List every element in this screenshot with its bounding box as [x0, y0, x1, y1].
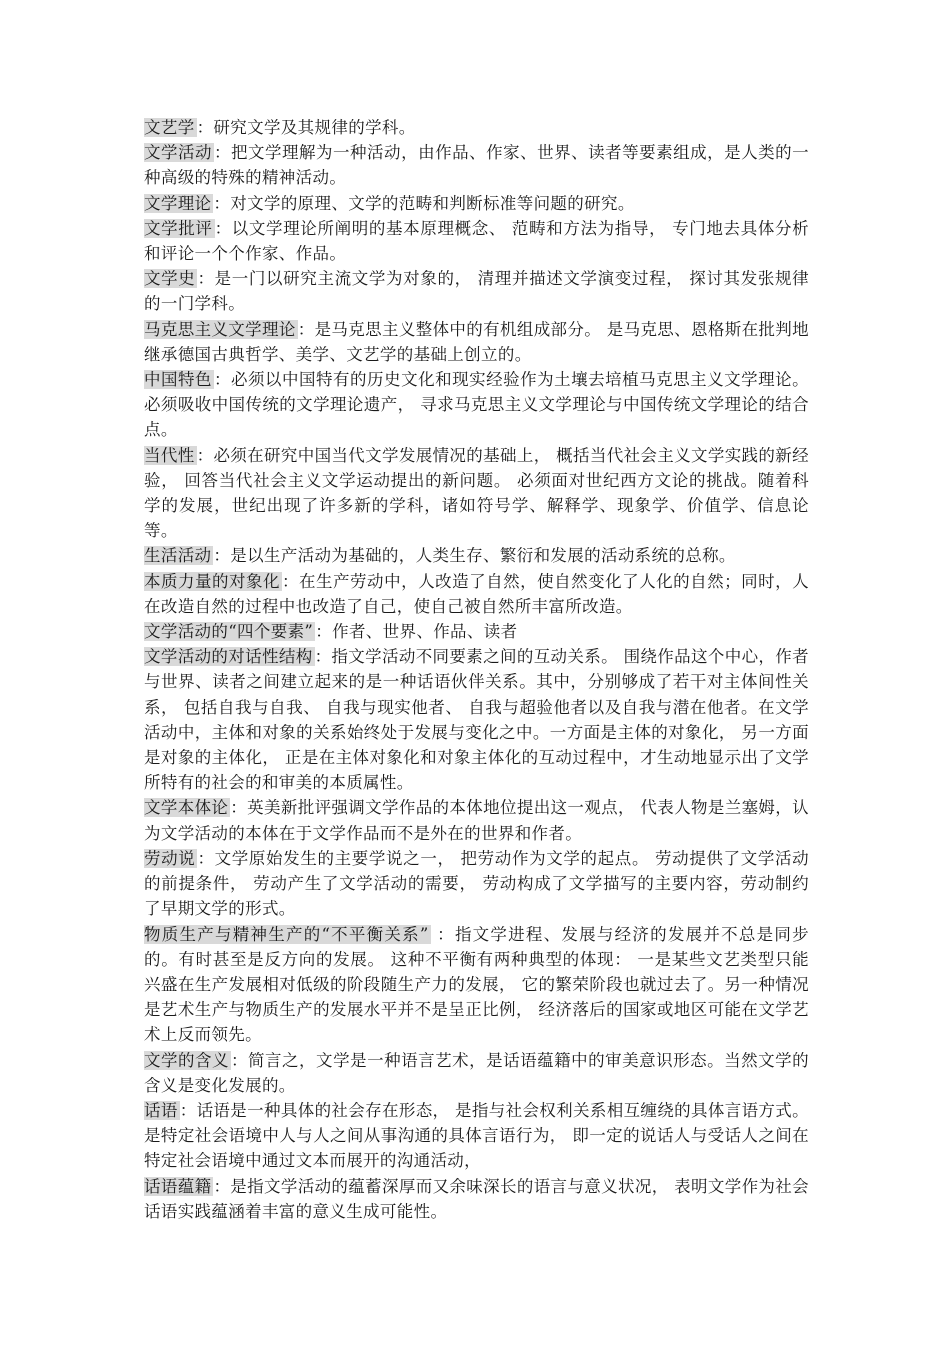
definition-text: 对文学的原理、文学的范畴和判断标准等问题的研究。 — [230, 193, 635, 213]
term-separator: ： — [230, 798, 248, 818]
term-separator: ： — [297, 319, 315, 339]
term-label: 文学活动的对话性结构 — [144, 647, 313, 667]
term-label: 文学理论 — [144, 193, 212, 213]
term-label: 马克思主义文学理论 — [144, 319, 296, 339]
definition-text: 在生产劳动中，人改造了自然，使自然变化了人化的自然；同时，人在改造自然的过程中也改造了自己，使自己被自然所丰富所改造。 — [144, 571, 809, 616]
definition-text: 把文学理解为一种活动，由作品、作家、世界、读者等要素组成，是人类的一种高级的特殊的精神活动。 — [144, 143, 809, 188]
definition-text: 是马克思主义整体中的有机组成部分。 是马克思、恩格斯在批判地继承德国古典哲学、美学、文艺学的基础上创立的。 — [144, 319, 809, 364]
definition-text: 指文学活动不同要素之间的互动关系。 围绕作品这个中心，作者与世界、读者之间建立起来的是一种话语伙伴关系。其中，分别够成了若干对主体间性关系， 包括自我与自我、 自我与现实他者、 自我与超验他者以及自我与潜在他者。在文学活动中，主体和对象的关系始终处于发展与变化之中。一方面是主体的对象化， 另一方面是对象的主体化， 正是在主体对象化和对象主体化的互动过程中，才生动地显示出了文学所特有的社会的和审美的本质属性。 — [144, 647, 809, 793]
term-label: 话语蕴籍 — [144, 1176, 212, 1196]
definition-entry — [144, 644, 809, 795]
term-separator: ： — [282, 571, 300, 591]
definition-entry — [144, 1174, 809, 1224]
definition-entry — [144, 619, 809, 644]
term-separator: ： — [196, 118, 214, 137]
definition-entry — [144, 1048, 809, 1098]
term-label: 文学活动的“四个要素” — [144, 622, 314, 642]
term-separator: ： — [214, 218, 232, 238]
term-separator: ： — [231, 1050, 249, 1070]
definition-entry — [144, 846, 809, 922]
term-label: 文艺学 — [144, 118, 195, 137]
definition-entry — [144, 191, 809, 216]
term-label: 文学批评 — [144, 218, 213, 238]
term-label: 本质力量的对象化 — [144, 571, 281, 591]
term-separator: ： — [197, 848, 215, 868]
term-separator: ： — [315, 622, 333, 642]
definition-entry — [144, 443, 809, 544]
term-separator: ： — [213, 193, 231, 213]
definition-text: 文学原始发生的主要学说之一， 把劳动作为文学的起点。 劳动提供了文学活动的前提条件， 劳动产生了文学活动的需要， 劳动构成了文学描写的主要内容，劳动制约了早期文学的形式。 — [144, 848, 809, 919]
definition-text: 指文学进程、发展与经济的发展并不总是同步的。有时甚至是反方向的发展。 这种不平衡有两种典型的体现： 一是某些文艺类型只能兴盛在生产发展相对低级的阶段随生产力的发展， 它的繁荣阶段也就过去了。另一种情况是艺术生产与物质生产的发展水平并不是呈正比例， 经济落后的国家或地区可能在文学艺术上反而领先。 — [144, 924, 809, 1045]
definition-text: 是一门以研究主流文学为对象的， 清理并描述文学演变过程， 探讨其发张规律的一门学科。 — [144, 269, 809, 314]
definition-text: 作者、世界、作品、读者 — [332, 622, 518, 642]
definition-entry — [144, 115, 809, 140]
definition-text: 英美新批评强调文学作品的本体地位提出这一观点， 代表人物是兰塞姆，认为文学活动的本体在于文学作品而不是外在的世界和作者。 — [144, 798, 809, 843]
definition-text: 必须在研究中国当代文学发展情况的基础上， 概括当代社会主义文学实践的新经验， 回答当代社会主义文学运动提出的新问题。 必须面对世纪西方文论的挑战。随着科学的发展，世纪出现了许多新的学科，诸如符号学、解释学、现象学、价值学、信息论等。 — [144, 445, 809, 541]
definition-entry — [144, 922, 809, 1048]
term-separator: ： — [214, 143, 232, 163]
term-label: 中国特色 — [144, 370, 213, 390]
term-label: 文学本体论 — [144, 798, 229, 818]
term-separator: ： — [196, 445, 214, 465]
definition-text: 是指文学活动的蕴蓄深厚而又余味深长的语言与意义状况， 表明文学作为社会话语实践蕴涵着丰富的意义生成可能性。 — [144, 1176, 809, 1221]
term-label: 文学的含义 — [144, 1050, 230, 1070]
definition-text: 是以生产活动为基础的，人类生存、繁衍和发展的活动系统的总称。 — [230, 546, 736, 566]
term-label: 物质生产与精神生产的“不平衡关系” — [144, 924, 429, 944]
term-label: 生活活动 — [144, 546, 212, 566]
definition-entry — [144, 543, 809, 568]
document-body — [144, 115, 809, 1224]
term-label: 当代性 — [144, 445, 195, 465]
term-separator: ： — [314, 647, 332, 667]
definition-text: 必须以中国特有的历史文化和现实经验作为土壤去培植马克思主义文学理论。必须吸收中国传统的文学理论遗产， 寻求马克思主义文学理论与中国传统文学理论的结合点。 — [144, 370, 809, 440]
definition-entry — [144, 1098, 809, 1174]
term-label: 文学史 — [144, 269, 196, 289]
term-separator: ： — [430, 924, 455, 944]
term-separator: ： — [214, 370, 232, 390]
term-label: 劳动说 — [144, 848, 196, 868]
definition-text: 以文学理论所阐明的基本原理概念、 范畴和方法为指导， 专门地去具体分析和评论一个个作家、作品。 — [144, 218, 809, 264]
term-separator: ： — [197, 269, 215, 289]
definition-entry — [144, 795, 809, 845]
term-label: 话语 — [144, 1100, 178, 1120]
term-separator: ： — [179, 1100, 197, 1120]
term-separator: ： — [213, 1176, 231, 1196]
term-label: 文学活动 — [144, 143, 213, 163]
definition-entry — [144, 367, 809, 443]
term-separator: ： — [213, 546, 231, 566]
definition-entry — [144, 216, 809, 266]
definition-entry — [144, 569, 809, 619]
definition-text: 研究文学及其规律的学科。 — [213, 118, 416, 137]
definition-text: 话语是一种具体的社会存在形态， 是指与社会权利关系相互缠绕的具体言语方式。是特定社会语境中人与人之间从事沟通的具体言语行为， 即一定的说话人与受话人之间在特定社会语境中通过文本而展开的沟通活动， — [144, 1100, 809, 1171]
definition-text: 简言之，文学是一种语言艺术，是话语蕴籍中的审美意识形态。当然文学的含义是变化发展的。 — [144, 1050, 810, 1095]
definition-entry — [144, 266, 809, 316]
definition-entry — [144, 140, 809, 190]
definition-entry — [144, 317, 809, 367]
